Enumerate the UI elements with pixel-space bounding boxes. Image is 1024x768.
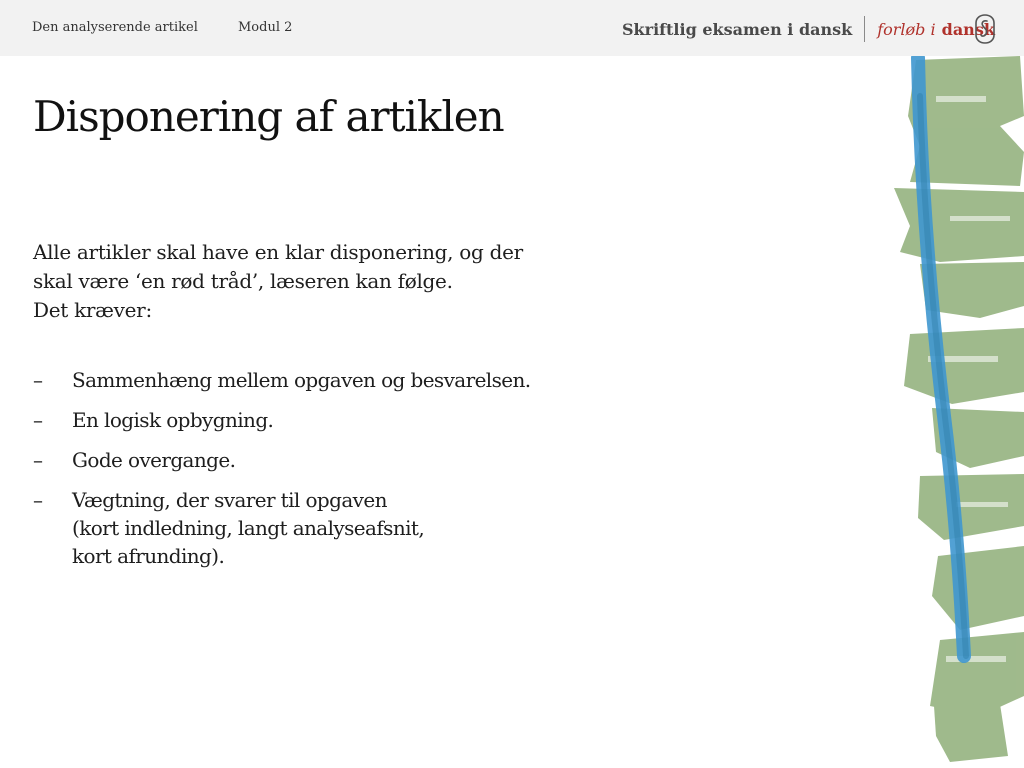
bullet-dash: – <box>33 408 43 432</box>
list-item-text: Vægtning, der svarer til opgaven <box>72 488 387 512</box>
list-item <box>33 446 593 474</box>
requirements-list <box>33 366 593 582</box>
header-bar <box>0 0 1024 56</box>
intro-line: Alle artikler skal have en klar disponering, og der <box>33 240 523 264</box>
brand-main-text: Skriftlig eksamen i dansk <box>622 19 853 39</box>
list-item-text: (kort indledning, langt analyseafsnit, <box>72 516 425 540</box>
intro-paragraph <box>33 238 593 325</box>
slide-title: Disponering af artiklen <box>33 92 504 141</box>
decorative-brush-art <box>880 56 1024 768</box>
list-item-text: Sammenhæng mellem opgaven og besvarelsen. <box>72 368 531 392</box>
list-item-text: kort afrunding). <box>72 544 225 568</box>
brand-sub-italic: forløb i <box>877 19 936 39</box>
bullet-dash: – <box>33 488 43 512</box>
breadcrumb-section: Den analyserende artikel <box>32 20 198 35</box>
list-item <box>33 486 593 570</box>
brand-logo-text <box>622 16 995 42</box>
list-item-text: En logisk opbygning. <box>72 408 274 432</box>
list-item <box>33 406 593 434</box>
publisher-seal-icon <box>974 14 996 44</box>
list-item <box>33 366 593 394</box>
brand-sub-bold: dansk <box>941 19 995 39</box>
intro-line: skal være ‘en rød tråd’, læseren kan følge. <box>33 269 453 293</box>
brand-divider <box>864 16 865 42</box>
list-item-text: Gode overgange. <box>72 448 236 472</box>
breadcrumb-module: Modul 2 <box>238 20 293 35</box>
intro-line: Det kræver: <box>33 298 152 322</box>
bullet-dash: – <box>33 368 43 392</box>
bullet-dash: – <box>33 448 43 472</box>
